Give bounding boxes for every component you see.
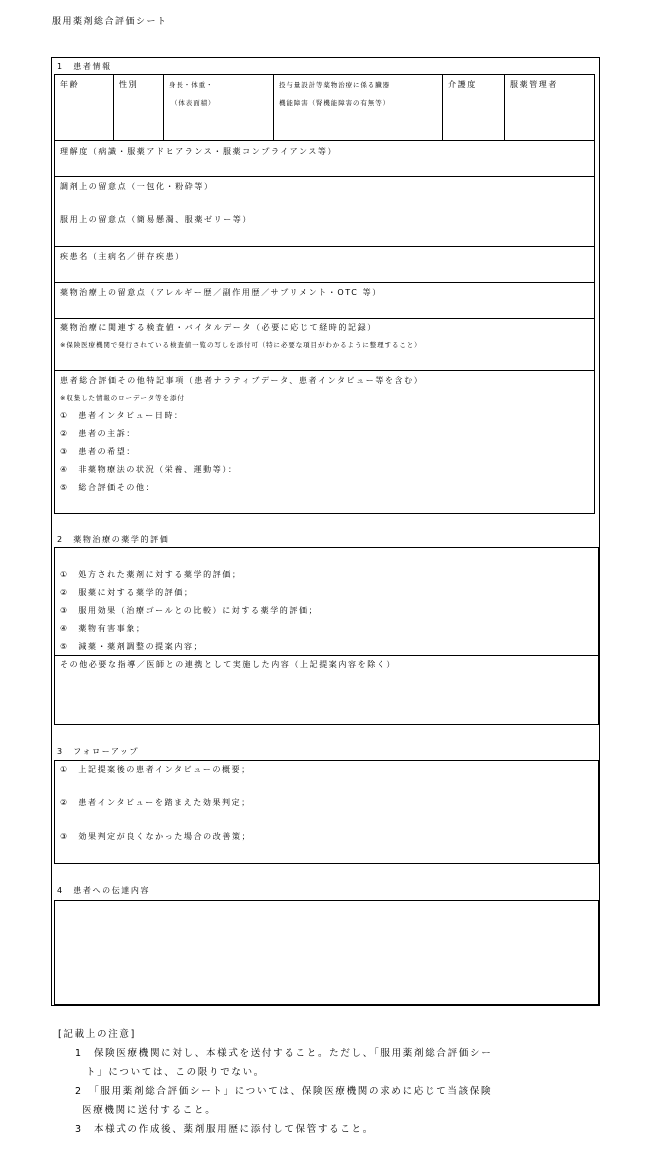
disease-name-field[interactable]: 疾患名（主病名／併存疾患）	[60, 252, 185, 261]
section4-heading: 4 患者への伝達内容	[57, 886, 151, 895]
understanding-field[interactable]: 理解度（病識・服薬アドヒアランス・服薬コンプライアンス等）	[60, 147, 338, 156]
follow-up-item[interactable]: ③ 効果判定が良くなかった場合の改善策；	[60, 832, 252, 841]
divider	[54, 318, 595, 319]
care-level-field-label[interactable]: 介護度	[448, 80, 477, 89]
divider	[113, 74, 114, 140]
patient-communication-field[interactable]	[54, 900, 599, 1005]
other-guidance-field[interactable]: その他必要な指導／医師との連携として実施した内容（上記提案内容を除く）	[60, 660, 396, 669]
divider	[54, 282, 595, 283]
body-surface-area-label: （体表面積）	[171, 99, 216, 107]
overall-item: ④ 非薬物療法の状況（栄養、運動等）：	[60, 465, 238, 474]
section2-heading: 2 薬物治療の薬学的評価	[57, 535, 170, 544]
divider	[163, 74, 164, 140]
divider	[54, 176, 595, 177]
evaluation-item[interactable]: ④ 薬物有害事象；	[60, 624, 146, 633]
divider	[54, 140, 595, 141]
follow-up-item[interactable]: ② 患者インタビューを踏まえた効果判定；	[60, 798, 251, 807]
divider	[54, 246, 595, 247]
age-field-label[interactable]: 年齢	[60, 80, 80, 89]
note-line: 医療機関に送付すること。	[82, 1105, 217, 1116]
follow-up-box	[54, 760, 599, 864]
height-weight-field-label[interactable]: 身長・体重・	[169, 81, 214, 89]
section1-heading: 1 患者情報	[57, 62, 112, 71]
lab-values-note: ※保険医療機関で発行されている検査値一覧の写しを添付可（特に必要な項目がわかるように整理すること）	[60, 341, 422, 349]
lab-values-field[interactable]: 薬物治療に関連する検査値・バイタルデータ（必要に応じて経時的記録）	[60, 323, 377, 332]
organ-function-field-label[interactable]: 投与量設計等薬物治療に係る臓器	[279, 81, 390, 89]
divider	[54, 655, 599, 656]
overall-evaluation-field[interactable]: 患者総合評価その他特記事項（患者ナラティブデータ、患者インタビュー等を含む）	[60, 376, 424, 385]
sex-field-label[interactable]: 性別	[119, 80, 139, 89]
note-line: 2 「服用薬剤総合評価シート」については、保険医療機関の求めに応じて当該保険	[75, 1086, 493, 1097]
evaluation-item[interactable]: ③ 服用効果（治療ゴールとの比較）に対する薬学的評価；	[60, 606, 319, 615]
note-line: ト」については、この限りでない。	[86, 1067, 266, 1078]
note-line: 1 保険医療機関に対し、本様式を送付すること。ただし、「服用薬剤総合評価シー	[75, 1048, 493, 1059]
divider	[54, 370, 595, 371]
section3-heading: 3 フォローアップ	[57, 747, 140, 756]
document-title: 服用薬剤総合評価シート	[52, 17, 168, 27]
divider	[442, 74, 443, 140]
note-line: 3 本様式の作成後、薬剤服用歴に添付して保管すること。	[75, 1124, 374, 1135]
overall-item: ② 患者の主訴：	[60, 429, 136, 438]
medication-manager-field-label[interactable]: 服薬管理者	[510, 80, 558, 89]
overall-item: ① 患者インタビュー日時：	[60, 411, 184, 420]
overall-item: ⑤ 総合評価その他：	[60, 483, 156, 492]
dispensing-notes-field[interactable]: 調剤上の留意点（一包化・粉砕等）	[60, 182, 214, 191]
evaluation-item[interactable]: ① 処方された薬剤に対する薬学的評価；	[60, 570, 242, 579]
evaluation-item[interactable]: ② 服薬に対する薬学的評価；	[60, 588, 194, 597]
overall-evaluation-note: ※収集した情報のローデータ等を添付	[60, 394, 185, 402]
administration-notes-field[interactable]: 服用上の留意点（簡易懸濁、服薬ゼリー等）	[60, 215, 252, 224]
evaluation-item[interactable]: ⑤ 減薬・薬剤調整の提案内容；	[60, 642, 204, 651]
overall-item: ③ 患者の希望：	[60, 447, 136, 456]
renal-function-label: 機能障害（腎機能障害の有無等）	[279, 99, 390, 107]
divider	[273, 74, 274, 140]
drug-therapy-notes-field[interactable]: 薬物治療上の留意点（アレルギー歴／副作用歴／サプリメント・OTC 等）	[60, 288, 382, 297]
follow-up-item[interactable]: ① 上記提案後の患者インタビューの概要；	[60, 765, 251, 774]
notes-heading: [記載上の注意]	[58, 1029, 137, 1040]
divider	[504, 74, 505, 140]
